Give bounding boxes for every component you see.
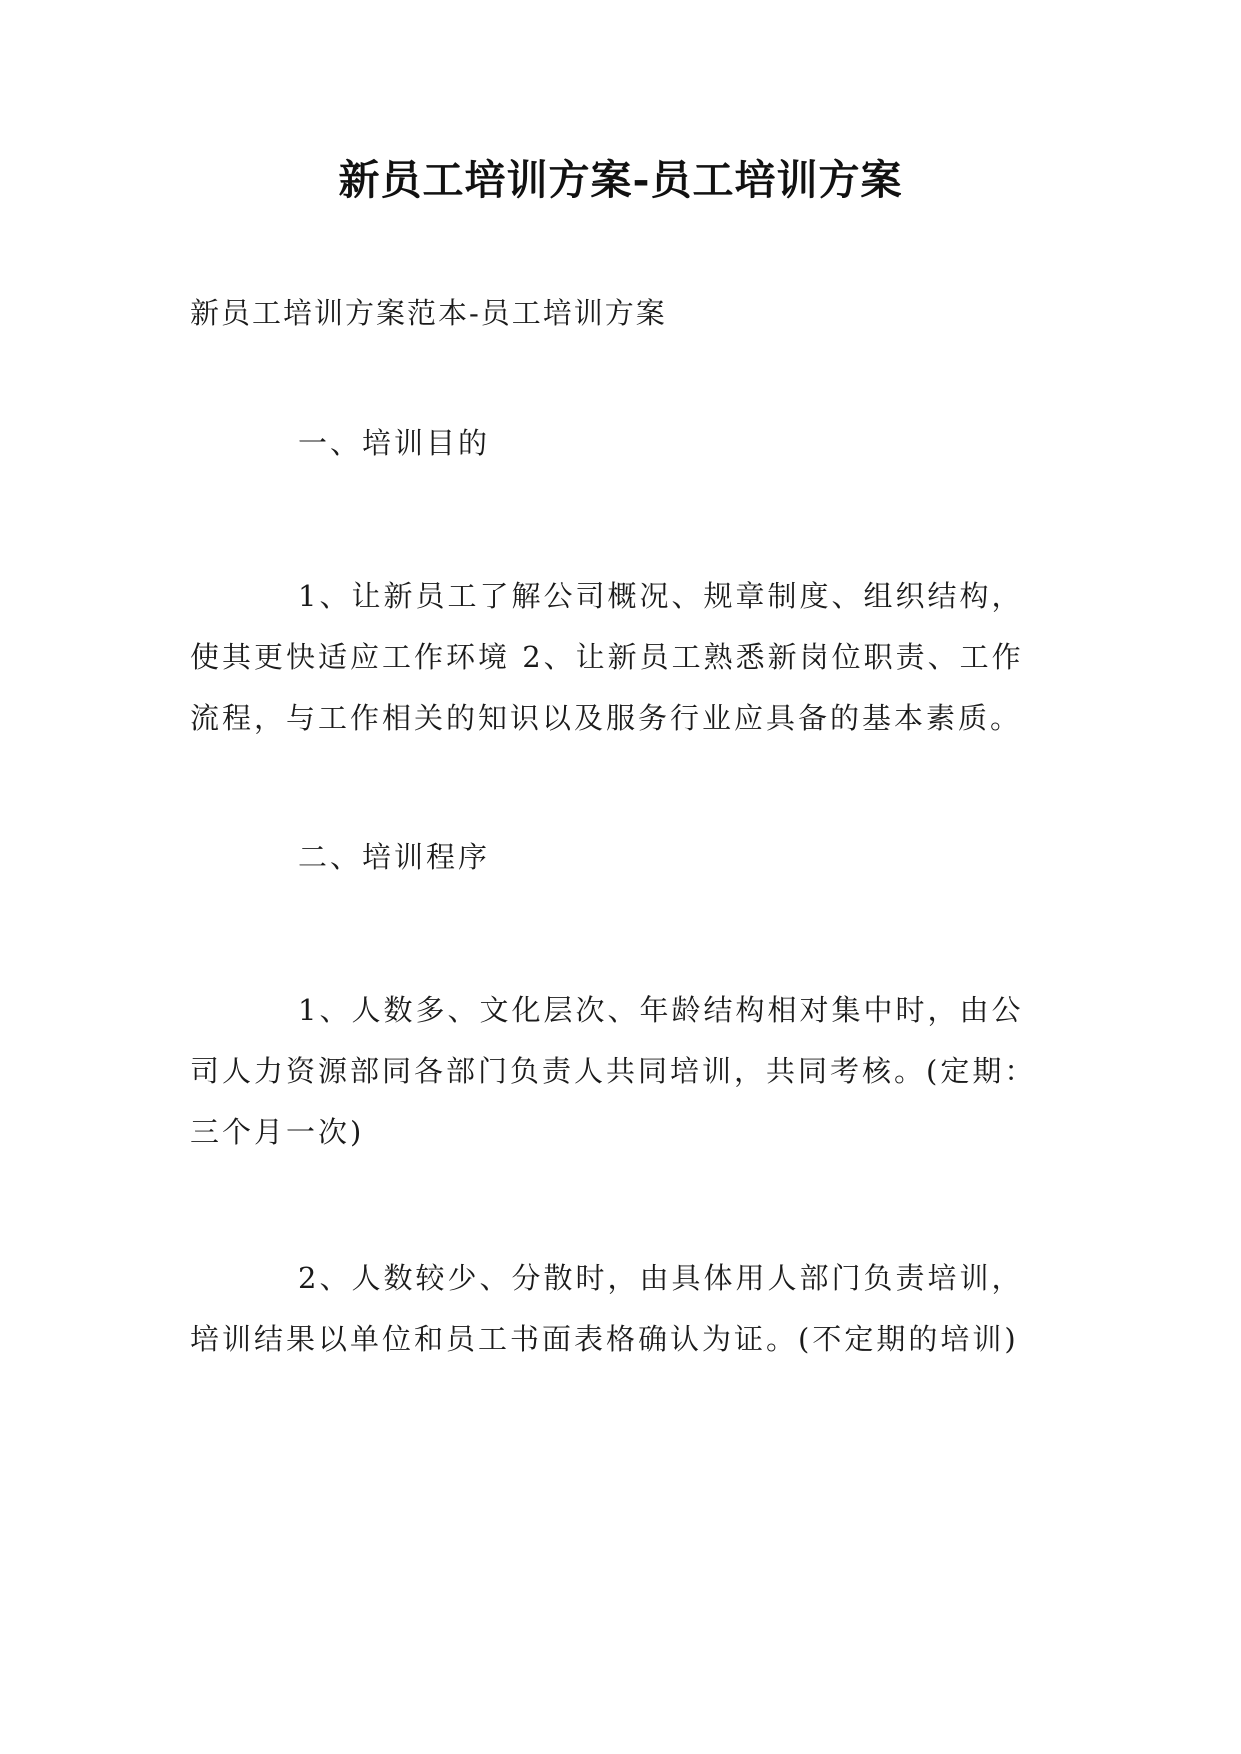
paragraph-line: 流程，与工作相关的知识以及服务行业应具备的基本素质。 <box>190 701 1023 735</box>
document-subtitle: 新员工培训方案范本-员工培训方案 <box>190 296 667 330</box>
paragraph-line: 三个月一次) <box>190 1115 365 1149</box>
paragraph-procedure-item-1 <box>190 980 1060 1163</box>
section-heading-procedure: 二、培训程序 <box>298 840 491 874</box>
paragraph-line: 2、人数较少、分散时，由具体用人部门负责培训， <box>298 1261 1024 1295</box>
document-title: 新员工培训方案-员工培训方案 <box>338 156 903 204</box>
paragraph-line: 培训结果以单位和员工书面表格确认为证。(不定期的培训) <box>190 1322 1019 1356</box>
paragraph-line: 1、让新员工了解公司概况、规章制度、组织结构， <box>298 579 1024 613</box>
paragraph-line: 司人力资源部同各部门负责人共同培训，共同考核。(定期： <box>190 1054 1037 1088</box>
paragraph-procedure-item-2 <box>190 1248 1060 1370</box>
paragraph-purpose <box>190 566 1060 749</box>
paragraph-line: 使其更快适应工作环境 2、让新员工熟悉新岗位职责、工作 <box>190 640 1024 674</box>
section-heading-purpose: 一、培训目的 <box>298 426 491 460</box>
paragraph-line: 1、人数多、文化层次、年龄结构相对集中时，由公 <box>298 993 1024 1027</box>
